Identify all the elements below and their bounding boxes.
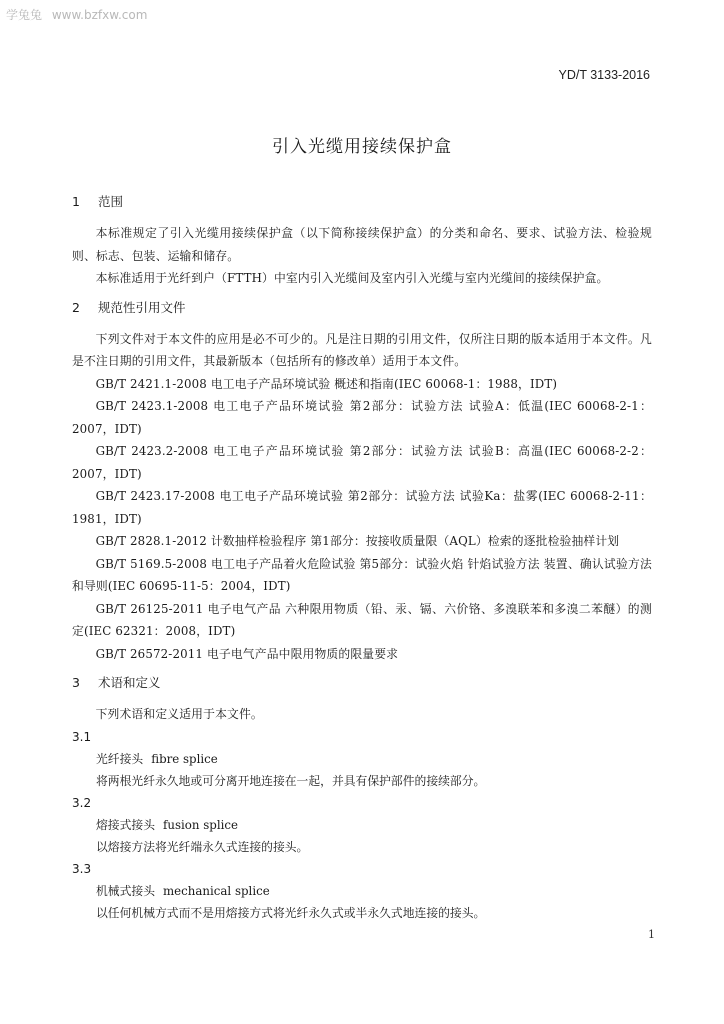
term-entry [72,880,652,902]
section-title: 术语和定义 [97,675,161,690]
term-definition: 以任何机械方式而不是用熔接方式将光纤永久式或半永久式地连接的接头。 [96,905,486,920]
term-english: fibre splice [151,751,218,766]
section-number: 3 [72,675,80,690]
term-entry [72,748,652,770]
reference-item: GB/T 2423.1-2008 电工电子产品环境试验 第2部分：试验方法 试验A：低温(IEC 60068-2-1：2007，IDT) [72,399,652,436]
term-chinese: 熔接式接头 [96,817,155,832]
watermark-url: www.bzfxw.com [51,8,148,22]
term-definition: 以熔接方法将光纤端永久式连接的接头。 [96,839,309,854]
section-title: 规范性引用文件 [97,299,186,315]
paragraph: 本标准适用于光纤到户（FTTH）中室内引入光缆间及室内引入光缆与室内光缆间的接续保护盒。 [95,271,609,285]
section-heading-scope [72,190,652,214]
standard-code: YD/T 3133-2016 [558,68,650,82]
reference-item: GB/T 26125-2011 电子电气产品 六种限用物质（铅、汞、镉、六价铬、多溴联苯和多溴二苯醚）的测定(IEC 62321：2008，IDT) [72,601,652,638]
section-title: 范围 [97,194,123,209]
section-heading-terms [72,671,652,695]
page-title: 引入光缆用接续保护盒 [272,137,452,157]
section-heading-normative [72,296,652,320]
reference-item: GB/T 2828.1-2012 计数抽样检验程序 第1部分：按接收质量限（AQL）检索的逐批检验抽样计划 [95,534,620,548]
section-number: 1 [72,194,80,209]
term-definition: 将两根光纤永久地或可分离开地连接在一起，并具有保护部件的接续部分。 [96,773,486,788]
term-entry [72,814,652,836]
term-number: 3.1 [72,729,92,744]
term-number: 3.3 [72,861,92,876]
term-number: 3.2 [72,795,92,810]
reference-item: GB/T 2423.2-2008 电工电子产品环境试验 第2部分：试验方法 试验B：高温(IEC 60068-2-2：2007，IDT) [72,444,652,481]
document-body [72,190,652,924]
term-chinese: 机械式接头 [96,883,155,898]
watermark [6,6,153,23]
reference-item: GB/T 2423.17-2008 电工电子产品环境试验 第2部分：试验方法 试验Ka：盐雾(IEC 60068-2-11：1981，IDT) [72,489,652,526]
reference-item: GB/T 2421.1-2008 电工电子产品环境试验 概述和指南(IEC 60068-1：1988，IDT) [95,376,558,391]
section-number: 2 [72,299,80,315]
term-chinese: 光纤接头 [96,751,144,766]
paragraph: 下列术语和定义适用于本文件。 [95,707,263,721]
watermark-site-name: 学兔兔 [6,8,43,22]
paragraph: 下列文件对于本文件的应用是必不可少的。凡是注日期的引用文件，仅所注日期的版本适用于本文件。凡是不注日期的引用文件，其最新版本（包括所有的修改单）适用于本文件。 [72,331,652,368]
paragraph: 本标准规定了引入光缆用接续保护盒（以下简称接续保护盒）的分类和命名、要求、试验方法、检验规则、标志、包装、运输和储存。 [72,226,652,263]
page-number: 1 [648,928,655,941]
term-english: mechanical splice [163,883,270,898]
term-english: fusion splice [163,817,238,832]
reference-item: GB/T 5169.5-2008 电工电子产品着火危险试验 第5部分：试验火焰 针焰试验方法 装置、确认试验方法和导则(IEC 60695-11-5：2004，IDT) [72,556,652,593]
reference-item: GB/T 26572-2011 电子电气产品中限用物质的限量要求 [95,646,399,661]
